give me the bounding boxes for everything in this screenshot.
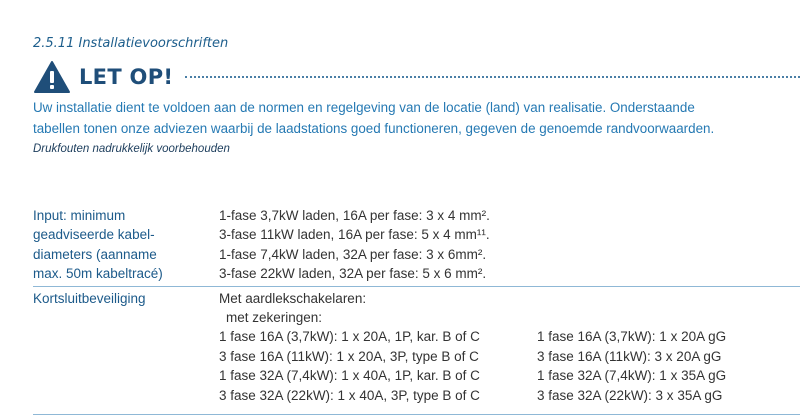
label-line: max. 50m kabeltracé) xyxy=(33,266,163,282)
value-line: 1-fase 3,7kW laden, 16A per fase: 3 x 4 mm². xyxy=(219,208,490,223)
warning-block xyxy=(33,59,800,155)
warning-text xyxy=(33,97,800,139)
value-line: 1-fase 7,4kW laden, 32A per fase: 3 x 6mm². xyxy=(219,246,487,262)
label-line: diameters (aanname xyxy=(33,246,157,262)
label-line: Input: minimum xyxy=(33,208,126,223)
fuse-value: 3 fase 32A (22kW): 3 x 35A gG xyxy=(537,387,723,403)
value-subheader: met zekeringen: xyxy=(226,310,323,326)
fuse-value: 1 fase 32A (7,4kW): 1 x 35A gG xyxy=(537,368,727,384)
breaker-value: 3 fase 32A (22kW): 1 x 40A, 3P, type B of C xyxy=(219,387,480,403)
spec-value-short-circuit xyxy=(219,289,800,405)
spec-row-short-circuit xyxy=(33,289,800,405)
warning-triangle-icon xyxy=(33,60,71,94)
warning-title: LET OP! xyxy=(79,65,174,89)
value-line: 3-fase 11kW laden, 16A per fase: 5 x 4 mm¹¹. xyxy=(219,227,490,243)
value-pair-row xyxy=(219,327,800,346)
spec-row-input xyxy=(33,206,800,284)
breaker-value: 1 fase 16A (3,7kW): 1 x 20A, 1P, kar. B of C xyxy=(219,329,480,345)
fuse-value: 1 fase 16A (3,7kW): 1 x 20A gG xyxy=(537,329,727,345)
section-title: 2.5.11 Installatievoorschriften xyxy=(33,36,229,51)
row-divider xyxy=(33,286,800,287)
breaker-value: 1 fase 32A (7,4kW): 1 x 40A, 1P, kar. B of C xyxy=(219,368,480,384)
value-pair-row xyxy=(219,347,800,366)
spec-label-short-circuit: Kortsluitbeveiliging xyxy=(33,290,146,306)
warning-text-line: Uw installatie dient te voldoen aan de normen en regelgeving van de locatie (land) van realisatie. Onderstaande xyxy=(33,100,695,115)
value-pair-row xyxy=(219,386,800,405)
spec-table xyxy=(33,206,800,405)
label-line: geadviseerde kabel- xyxy=(33,227,155,243)
warning-text-line: tabellen tonen onze adviezen waarbij de laadstations goed functioneren, gegeven de genoemde randvoorwaarden. xyxy=(33,121,715,136)
breaker-value: 3 fase 16A (11kW): 1 x 20A, 3P, type B of C xyxy=(219,348,479,364)
spec-label-input xyxy=(33,206,219,284)
dotted-divider xyxy=(185,76,800,78)
value-pair-row xyxy=(219,366,800,385)
value-line: 3-fase 22kW laden, 32A per fase: 5 x 6 mm². xyxy=(219,266,487,282)
fuse-value: 3 fase 16A (11kW): 3 x 20A gG xyxy=(537,348,722,364)
warning-note: Drukfouten nadrukkelijk voorbehouden xyxy=(33,143,230,155)
value-header: Met aardlekschakelaren: xyxy=(219,290,367,306)
warning-header xyxy=(33,59,800,95)
spec-value-input xyxy=(219,206,800,284)
